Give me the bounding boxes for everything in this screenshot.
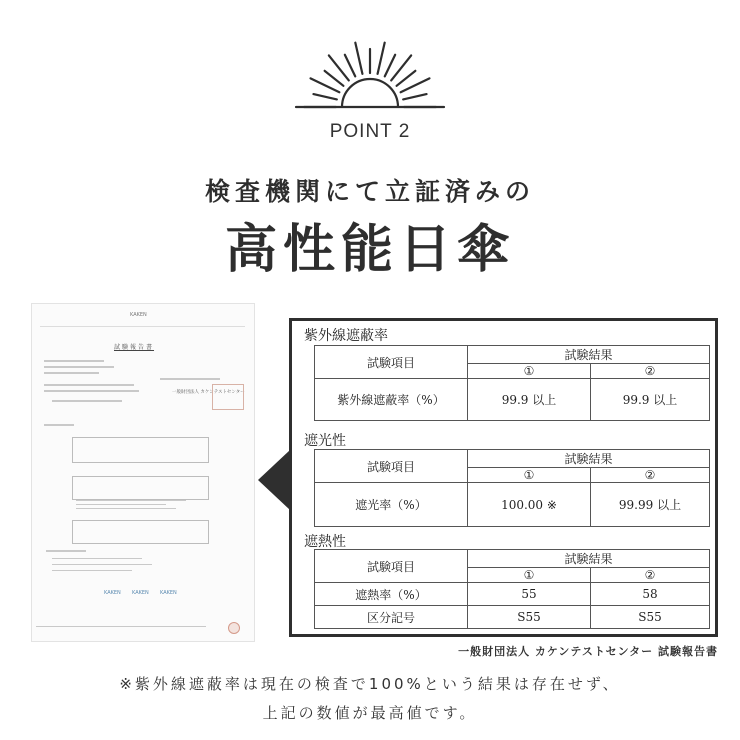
section-shading-heading: 遮光性 xyxy=(304,433,346,449)
report-stamp-2: KAKEN xyxy=(132,590,149,596)
uv-table xyxy=(314,345,710,421)
report-stamp-3: KAKEN xyxy=(160,590,177,596)
section-uv-heading: 紫外線遮蔽率 xyxy=(304,328,388,344)
heat-table xyxy=(314,549,710,629)
row-value-2: 99.99 以上 xyxy=(591,483,710,527)
row-value-1: 55 xyxy=(468,583,591,606)
row-value-1: 99.9 以上 xyxy=(468,379,591,421)
test-report-image xyxy=(31,303,255,642)
row-item: 遮光率（%） xyxy=(315,483,468,527)
col2-header: ② xyxy=(591,468,710,483)
col2-header: ② xyxy=(591,364,710,379)
col1-header: ① xyxy=(468,468,591,483)
row-item: 遮熱率（%） xyxy=(315,583,468,606)
footnote-line-2: 上記の数値が最高値です。 xyxy=(262,704,478,722)
col1-header: ① xyxy=(468,568,591,583)
item-header: 試験項目 xyxy=(315,450,468,483)
row-value-2: 99.9 以上 xyxy=(591,379,710,421)
item-header: 試験項目 xyxy=(315,550,468,583)
subtitle: 検査機関にて立証済みの xyxy=(204,177,535,206)
col1-header: ① xyxy=(468,364,591,379)
shading-table xyxy=(314,449,710,527)
row-value-2: 58 xyxy=(591,583,710,606)
row-value-2: S55 xyxy=(591,606,710,629)
result-header: 試験結果 xyxy=(468,550,710,568)
report-stamp-1: KAKEN xyxy=(104,590,121,596)
results-frame xyxy=(289,318,718,637)
source-caption: 一般財団法人 カケンテストセンター 試験報告書 xyxy=(458,645,718,658)
result-header: 試験結果 xyxy=(468,450,710,468)
section-heat-heading: 遮熱性 xyxy=(304,534,346,550)
row-value-1: 100.00 ※ xyxy=(468,483,591,527)
triangle-pointer-icon xyxy=(258,450,290,510)
sun-rays-icon xyxy=(290,35,450,115)
point-label: POINT 2 xyxy=(329,121,411,142)
col2-header: ② xyxy=(591,568,710,583)
row-value-1: S55 xyxy=(468,606,591,629)
report-header: KAKEN xyxy=(130,312,147,318)
report-org: 一般財団法人 カケンテストセンター xyxy=(172,390,245,395)
result-header: 試験結果 xyxy=(468,346,710,364)
page-title: 高性能日傘 xyxy=(224,220,515,280)
footnote-line-1: ※紫外線遮蔽率は現在の検査で100%という結果は存在せず、 xyxy=(119,675,621,693)
row-item: 紫外線遮蔽率（%） xyxy=(315,379,468,421)
report-title: 試験報告書 xyxy=(114,344,155,351)
row-item: 区分記号 xyxy=(315,606,468,629)
item-header: 試験項目 xyxy=(315,346,468,379)
